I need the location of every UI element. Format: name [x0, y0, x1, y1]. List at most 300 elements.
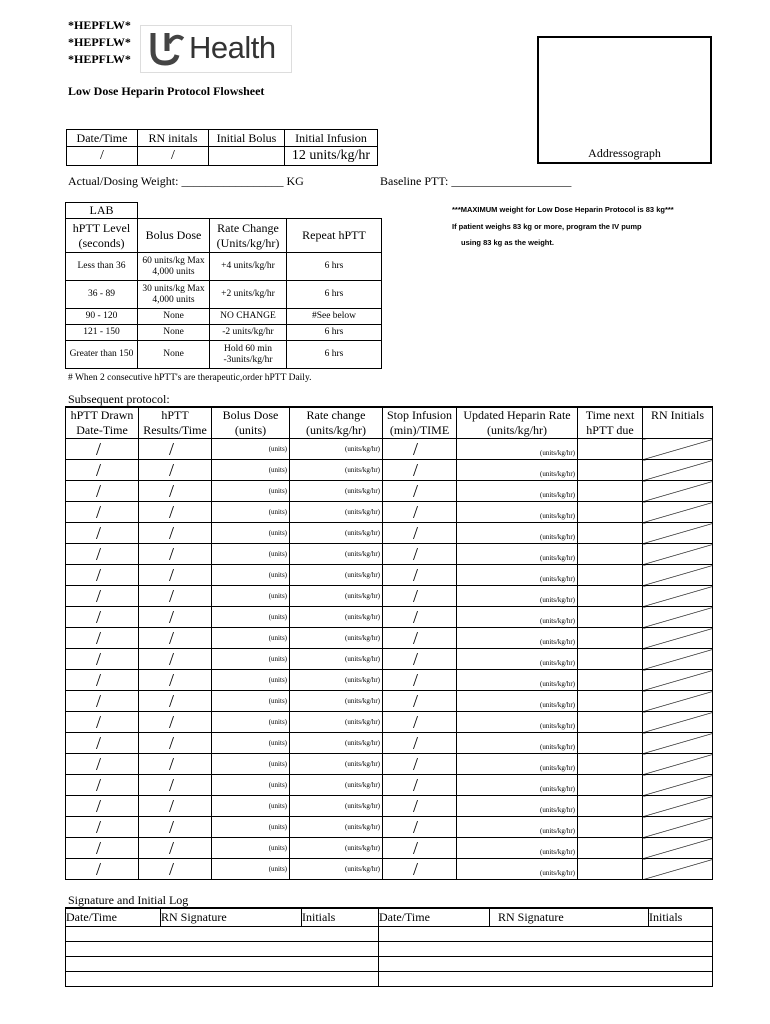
drawn-date-time-cell[interactable] [66, 565, 139, 586]
sig-header: RN Signature [161, 908, 302, 927]
slash-separator: / [169, 649, 175, 669]
lab-cell: 36 - 89 [66, 281, 138, 309]
rn-initials-field[interactable]: / [138, 147, 209, 166]
lab-header: LAB [66, 203, 138, 219]
bolus-dose-cell[interactable] [212, 775, 290, 796]
initial-header: Initial Bolus [209, 130, 285, 147]
updated-rate-cell[interactable] [457, 607, 578, 628]
slash-separator: / [96, 586, 102, 606]
next-hptt-cell[interactable] [578, 775, 643, 796]
sig-entry[interactable] [66, 972, 379, 987]
unit-label: (units/kg/hr) [345, 718, 380, 726]
drawn-date-time-cell[interactable] [66, 481, 139, 502]
slash-separator: / [413, 544, 419, 564]
form-code: *HEPFLW* [68, 52, 131, 66]
slash-separator: / [96, 670, 102, 690]
sig-entry[interactable] [379, 927, 713, 942]
flowsheet-row [66, 859, 713, 880]
slash-separator: / [169, 544, 175, 564]
lab-col-header: hPTT Level (seconds) [66, 219, 138, 253]
initial-header: RN initals [138, 130, 209, 147]
slash-separator: / [413, 775, 419, 795]
drawn-date-time-cell[interactable] [66, 607, 139, 628]
unit-label: (units/kg/hr) [345, 697, 380, 705]
next-hptt-cell[interactable] [578, 607, 643, 628]
unit-label: (units/kg/hr) [345, 571, 380, 579]
rn-initials-cell[interactable] [643, 481, 713, 502]
next-hptt-cell[interactable] [578, 817, 643, 838]
bolus-dose-cell[interactable] [212, 439, 290, 460]
slash-separator: / [96, 796, 102, 816]
lab-table [65, 202, 382, 369]
rn-initials-cell[interactable] [643, 523, 713, 544]
slash-separator: / [96, 481, 102, 501]
flowsheet-row [66, 775, 713, 796]
rate-change-cell[interactable] [290, 628, 383, 649]
bolus-dose-cell[interactable] [212, 838, 290, 859]
slash-separator: / [169, 691, 175, 711]
unit-label: (units) [268, 802, 287, 810]
updated-rate-cell[interactable] [457, 859, 578, 880]
slash-separator: / [96, 460, 102, 480]
addressograph-label: Addressograph [588, 146, 661, 160]
unit-label: (units) [268, 655, 287, 663]
stop-infusion-cell[interactable] [383, 649, 457, 670]
rate-change-cell[interactable] [290, 838, 383, 859]
bolus-dose-cell[interactable] [212, 481, 290, 502]
next-hptt-cell[interactable] [578, 502, 643, 523]
stop-infusion-cell[interactable] [383, 838, 457, 859]
rn-initials-cell[interactable] [643, 775, 713, 796]
rate-change-cell[interactable] [290, 607, 383, 628]
updated-rate-cell[interactable] [457, 838, 578, 859]
drawn-date-time-cell[interactable] [66, 523, 139, 544]
results-time-cell[interactable] [139, 523, 212, 544]
rate-change-cell[interactable] [290, 712, 383, 733]
unit-label: (units/kg/hr) [540, 806, 575, 814]
bolus-dose-cell[interactable] [212, 712, 290, 733]
rn-initials-cell[interactable] [643, 733, 713, 754]
unit-label: (units) [268, 760, 287, 768]
slash-separator: / [96, 775, 102, 795]
flowsheet-row [66, 607, 713, 628]
rn-initials-cell[interactable] [643, 565, 713, 586]
flowsheet-row [66, 460, 713, 481]
unit-label: (units/kg/hr) [540, 533, 575, 541]
flowsheet-row [66, 439, 713, 460]
next-hptt-cell[interactable] [578, 460, 643, 481]
next-hptt-cell[interactable] [578, 838, 643, 859]
drawn-date-time-cell[interactable] [66, 460, 139, 481]
sig-entry[interactable] [66, 957, 379, 972]
lab-col-header: Repeat hPTT [287, 219, 382, 253]
drawn-date-time-cell[interactable] [66, 838, 139, 859]
slash-separator: / [96, 712, 102, 732]
updated-rate-cell[interactable] [457, 754, 578, 775]
stop-infusion-cell[interactable] [383, 670, 457, 691]
stop-infusion-cell[interactable] [383, 544, 457, 565]
flowsheet-row [66, 649, 713, 670]
rn-initials-cell[interactable] [643, 649, 713, 670]
slash-separator: / [96, 523, 102, 543]
slash-separator: / [413, 460, 419, 480]
stop-infusion-cell[interactable] [383, 754, 457, 775]
flowsheet-header: Rate change (units/kg/hr) [290, 407, 383, 439]
bolus-dose-cell[interactable] [212, 859, 290, 880]
next-hptt-cell[interactable] [578, 544, 643, 565]
slash-separator: / [96, 754, 102, 774]
next-hptt-cell[interactable] [578, 649, 643, 670]
updated-rate-cell[interactable] [457, 439, 578, 460]
results-time-cell[interactable] [139, 544, 212, 565]
updated-rate-cell[interactable] [457, 649, 578, 670]
bolus-dose-cell[interactable] [212, 796, 290, 817]
slash-separator: / [96, 628, 102, 648]
flowsheet-row [66, 670, 713, 691]
rn-initials-cell[interactable] [643, 859, 713, 880]
sig-entry[interactable] [66, 927, 379, 942]
initial-header: Date/Time [67, 130, 138, 147]
rate-change-cell[interactable] [290, 859, 383, 880]
rn-initials-cell[interactable] [643, 628, 713, 649]
baseline-ptt-field[interactable]: Baseline PTT: ____________________ [380, 174, 572, 188]
results-time-cell[interactable] [139, 649, 212, 670]
unit-label: (units/kg/hr) [345, 613, 380, 621]
lab-cell: 121 - 150 [66, 325, 138, 341]
stop-infusion-cell[interactable] [383, 460, 457, 481]
unit-label: (units) [268, 634, 287, 642]
results-time-cell[interactable] [139, 691, 212, 712]
updated-rate-cell[interactable] [457, 481, 578, 502]
results-time-cell[interactable] [139, 628, 212, 649]
rate-change-cell[interactable] [290, 523, 383, 544]
drawn-date-time-cell[interactable] [66, 796, 139, 817]
next-hptt-cell[interactable] [578, 439, 643, 460]
updated-rate-cell[interactable] [457, 775, 578, 796]
unit-label: (units/kg/hr) [540, 722, 575, 730]
signature-table [65, 907, 713, 987]
next-hptt-cell[interactable] [578, 586, 643, 607]
updated-rate-cell[interactable] [457, 460, 578, 481]
drawn-date-time-cell[interactable] [66, 628, 139, 649]
weight-field[interactable]: Actual/Dosing Weight: _________________ KG [68, 174, 304, 188]
stop-infusion-cell[interactable] [383, 628, 457, 649]
drawn-date-time-cell[interactable] [66, 775, 139, 796]
unit-label: (units/kg/hr) [345, 865, 380, 873]
bolus-dose-cell[interactable] [212, 628, 290, 649]
stop-infusion-cell[interactable] [383, 607, 457, 628]
unit-label: (units/kg/hr) [540, 575, 575, 583]
rate-change-cell[interactable] [290, 691, 383, 712]
unit-label: (units/kg/hr) [540, 848, 575, 856]
results-time-cell[interactable] [139, 481, 212, 502]
flowsheet-row [66, 628, 713, 649]
slash-separator: / [413, 796, 419, 816]
updated-rate-cell[interactable] [457, 502, 578, 523]
slash-separator: / [169, 670, 175, 690]
slash-separator: / [96, 607, 102, 627]
drawn-date-time-cell[interactable] [66, 649, 139, 670]
rate-change-cell[interactable] [290, 565, 383, 586]
results-time-cell[interactable] [139, 754, 212, 775]
slash-separator: / [413, 586, 419, 606]
rn-initials-cell[interactable] [643, 439, 713, 460]
updated-rate-cell[interactable] [457, 691, 578, 712]
bolus-dose-cell[interactable] [212, 754, 290, 775]
lab-cell: Less than 36 [66, 253, 138, 281]
bolus-dose-cell[interactable] [212, 544, 290, 565]
next-hptt-cell[interactable] [578, 481, 643, 502]
stop-infusion-cell[interactable] [383, 565, 457, 586]
next-hptt-cell[interactable] [578, 796, 643, 817]
next-hptt-cell[interactable] [578, 523, 643, 544]
updated-rate-cell[interactable] [457, 712, 578, 733]
sig-header: Initials [302, 908, 379, 927]
results-time-cell[interactable] [139, 670, 212, 691]
results-time-cell[interactable] [139, 502, 212, 523]
slash-separator: / [169, 775, 175, 795]
unit-label: (units) [268, 529, 287, 537]
stop-infusion-cell[interactable] [383, 796, 457, 817]
results-time-cell[interactable] [139, 586, 212, 607]
slash-separator: / [169, 859, 175, 879]
rate-change-cell[interactable] [290, 586, 383, 607]
results-time-cell[interactable] [139, 733, 212, 754]
uc-health-logo [140, 25, 292, 73]
unit-label: (units/kg/hr) [345, 760, 380, 768]
unit-label: (units/kg/hr) [540, 743, 575, 751]
bolus-dose-cell[interactable] [212, 691, 290, 712]
rate-change-cell[interactable] [290, 502, 383, 523]
drawn-date-time-cell[interactable] [66, 859, 139, 880]
logo-text: Health [189, 30, 276, 65]
sig-entry[interactable] [379, 972, 713, 987]
form-code: *HEPFLW* [68, 18, 131, 32]
initial-infusion-value: 12 units/kg/hr [285, 147, 378, 166]
slash-separator: / [169, 712, 175, 732]
subsequent-label: Subsequent protocol: [68, 392, 170, 406]
drawn-date-time-cell[interactable] [66, 544, 139, 565]
flowsheet-header: hPTT Drawn Date-Time [66, 407, 139, 439]
slash-separator: / [169, 523, 175, 543]
drawn-date-time-cell[interactable] [66, 670, 139, 691]
slash-separator: / [169, 565, 175, 585]
results-time-cell[interactable] [139, 439, 212, 460]
hptt-footnote: # When 2 consecutive hPTT's are therapeutic,order hPTT Daily. [68, 373, 312, 383]
unit-label: (units/kg/hr) [345, 592, 380, 600]
initial-header: Initial Infusion [285, 130, 378, 147]
results-time-cell[interactable] [139, 712, 212, 733]
stop-infusion-cell[interactable] [383, 733, 457, 754]
unit-label: (units/kg/hr) [345, 739, 380, 747]
rn-initials-cell[interactable] [643, 691, 713, 712]
rate-change-cell[interactable] [290, 649, 383, 670]
bolus-dose-cell[interactable] [212, 523, 290, 544]
sig-entry[interactable] [379, 957, 713, 972]
next-hptt-cell[interactable] [578, 670, 643, 691]
max-weight-note: ***MAXIMUM weight for Low Dose Heparin Protocol is 83 kg*** [452, 205, 674, 214]
updated-rate-cell[interactable] [457, 544, 578, 565]
slash-separator: / [169, 439, 175, 459]
results-time-cell[interactable] [139, 460, 212, 481]
slash-separator: / [169, 502, 175, 522]
results-time-cell[interactable] [139, 817, 212, 838]
sig-header: Date/Time [66, 908, 161, 927]
stop-infusion-cell[interactable] [383, 481, 457, 502]
results-time-cell[interactable] [139, 796, 212, 817]
slash-separator: / [413, 733, 419, 753]
stop-infusion-cell[interactable] [383, 712, 457, 733]
slash-separator: / [413, 817, 419, 837]
rate-change-cell[interactable] [290, 544, 383, 565]
rn-initials-cell[interactable] [643, 670, 713, 691]
slash-separator: / [169, 481, 175, 501]
bolus-dose-cell[interactable] [212, 670, 290, 691]
unit-label: (units) [268, 571, 287, 579]
initial-bolus-field[interactable] [209, 147, 285, 166]
slash-separator: / [96, 565, 102, 585]
rate-change-cell[interactable] [290, 754, 383, 775]
flowsheet-row [66, 817, 713, 838]
rn-initials-cell[interactable] [643, 817, 713, 838]
rn-initials-cell[interactable] [643, 712, 713, 733]
flowsheet-row [66, 544, 713, 565]
next-hptt-cell[interactable] [578, 628, 643, 649]
slash-separator: / [96, 733, 102, 753]
stop-infusion-cell[interactable] [383, 817, 457, 838]
bolus-dose-cell[interactable] [212, 817, 290, 838]
rate-change-cell[interactable] [290, 796, 383, 817]
lab-cell: 30 units/kg Max 4,000 units [138, 281, 210, 309]
next-hptt-cell[interactable] [578, 859, 643, 880]
unit-label: (units) [268, 487, 287, 495]
signature-log-label: Signature and Initial Log [68, 893, 189, 907]
drawn-date-time-cell[interactable] [66, 502, 139, 523]
next-hptt-cell[interactable] [578, 733, 643, 754]
updated-rate-cell[interactable] [457, 796, 578, 817]
drawn-date-time-cell[interactable] [66, 817, 139, 838]
weight-note: If patient weighs 83 kg or more, program the IV pump [452, 222, 642, 231]
bolus-dose-cell[interactable] [212, 733, 290, 754]
stop-infusion-cell[interactable] [383, 502, 457, 523]
results-time-cell[interactable] [139, 607, 212, 628]
initial-table [66, 129, 378, 166]
slash-separator: / [169, 607, 175, 627]
rate-change-cell[interactable] [290, 460, 383, 481]
unit-label: (units/kg/hr) [540, 680, 575, 688]
rn-initials-cell[interactable] [643, 838, 713, 859]
unit-label: (units) [268, 718, 287, 726]
bolus-dose-cell[interactable] [212, 586, 290, 607]
bolus-dose-cell[interactable] [212, 460, 290, 481]
sig-entry[interactable] [379, 942, 713, 957]
drawn-date-time-cell[interactable] [66, 733, 139, 754]
drawn-date-time-cell[interactable] [66, 439, 139, 460]
bolus-dose-cell[interactable] [212, 607, 290, 628]
lab-cell: 60 units/kg Max 4,000 units [138, 253, 210, 281]
rn-initials-cell[interactable] [643, 754, 713, 775]
unit-label: (units) [268, 466, 287, 474]
unit-label: (units/kg/hr) [540, 470, 575, 478]
slash-separator: / [413, 712, 419, 732]
next-hptt-cell[interactable] [578, 565, 643, 586]
rate-change-cell[interactable] [290, 817, 383, 838]
flowsheet-header: hPTT Results/Time [139, 407, 212, 439]
stop-infusion-cell[interactable] [383, 586, 457, 607]
rn-initials-cell[interactable] [643, 607, 713, 628]
rn-initials-cell[interactable] [643, 460, 713, 481]
results-time-cell[interactable] [139, 859, 212, 880]
next-hptt-cell[interactable] [578, 712, 643, 733]
slash-separator: / [96, 817, 102, 837]
rate-change-cell[interactable] [290, 481, 383, 502]
drawn-date-time-cell[interactable] [66, 712, 139, 733]
drawn-date-time-cell[interactable] [66, 586, 139, 607]
slash-separator: / [413, 481, 419, 501]
stop-infusion-cell[interactable] [383, 439, 457, 460]
stop-infusion-cell[interactable] [383, 859, 457, 880]
lab-cell: +4 units/kg/hr [210, 253, 287, 281]
rate-change-cell[interactable] [290, 670, 383, 691]
results-time-cell[interactable] [139, 838, 212, 859]
unit-label: (units/kg/hr) [540, 701, 575, 709]
stop-infusion-cell[interactable] [383, 775, 457, 796]
lab-cell: None [138, 341, 210, 369]
slash-separator: / [413, 754, 419, 774]
unit-label: (units/kg/hr) [540, 869, 575, 877]
bolus-dose-cell[interactable] [212, 565, 290, 586]
rn-initials-cell[interactable] [643, 586, 713, 607]
updated-rate-cell[interactable] [457, 817, 578, 838]
unit-label: (units/kg/hr) [345, 802, 380, 810]
flowsheet-row [66, 796, 713, 817]
slash-separator: / [413, 607, 419, 627]
rn-initials-cell[interactable] [643, 544, 713, 565]
rn-initials-cell[interactable] [643, 796, 713, 817]
updated-rate-cell[interactable] [457, 628, 578, 649]
stop-infusion-cell[interactable] [383, 691, 457, 712]
bolus-dose-cell[interactable] [212, 649, 290, 670]
next-hptt-cell[interactable] [578, 754, 643, 775]
rn-initials-cell[interactable] [643, 502, 713, 523]
unit-label: (units/kg/hr) [540, 764, 575, 772]
bolus-dose-cell[interactable] [212, 502, 290, 523]
slash-separator: / [413, 691, 419, 711]
drawn-date-time-cell[interactable] [66, 754, 139, 775]
slash-separator: / [169, 796, 175, 816]
updated-rate-cell[interactable] [457, 733, 578, 754]
updated-rate-cell[interactable] [457, 565, 578, 586]
drawn-date-time-cell[interactable] [66, 691, 139, 712]
date-time-field[interactable]: / [67, 147, 138, 166]
stop-infusion-cell[interactable] [383, 523, 457, 544]
rate-change-cell[interactable] [290, 775, 383, 796]
next-hptt-cell[interactable] [578, 691, 643, 712]
results-time-cell[interactable] [139, 775, 212, 796]
sig-entry[interactable] [66, 942, 379, 957]
rate-change-cell[interactable] [290, 439, 383, 460]
rate-change-cell[interactable] [290, 733, 383, 754]
updated-rate-cell[interactable] [457, 670, 578, 691]
slash-separator: / [413, 859, 419, 879]
updated-rate-cell[interactable] [457, 523, 578, 544]
updated-rate-cell[interactable] [457, 586, 578, 607]
slash-separator: / [413, 670, 419, 690]
results-time-cell[interactable] [139, 565, 212, 586]
unit-label: (units) [268, 508, 287, 516]
lab-col-header: Bolus Dose [138, 219, 210, 253]
lab-cell: 6 hrs [287, 281, 382, 309]
